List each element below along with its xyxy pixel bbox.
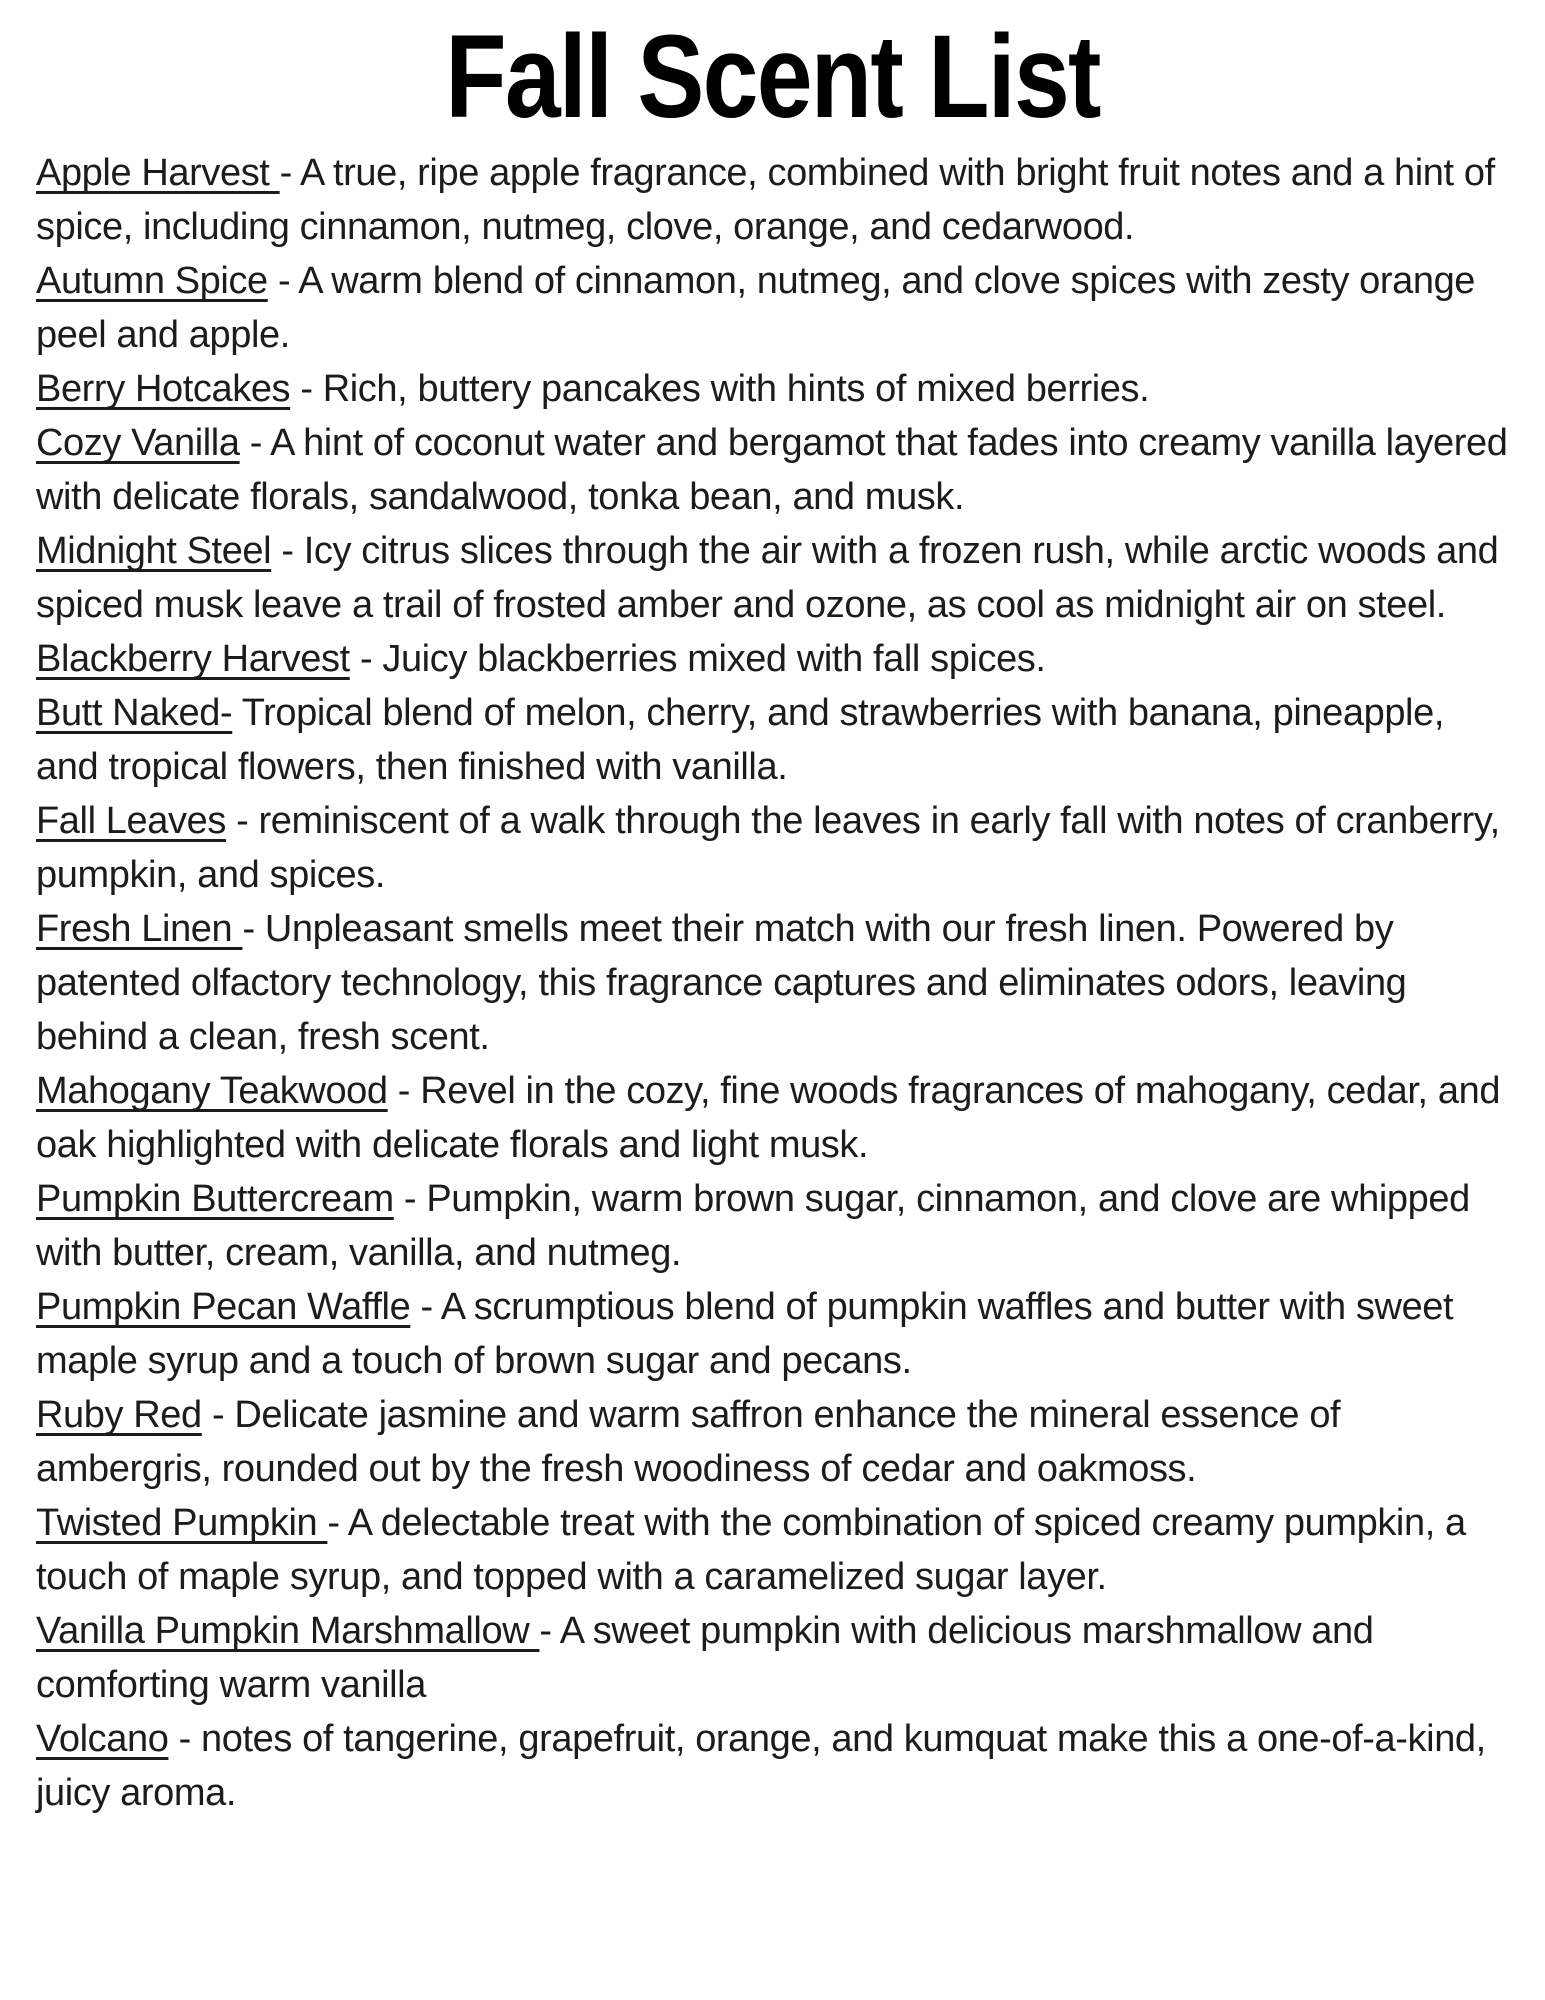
scent-entry: [36, 794, 1509, 902]
scent-entry: [36, 902, 1509, 1064]
scent-name: Butt Naked-: [36, 692, 233, 734]
scent-description: - A delectable treat with the combination of spiced creamy pumpkin, a touch of maple syrup, and topped with a caramelized sugar layer.: [36, 1502, 1466, 1598]
scent-name: Fall Leaves: [36, 800, 226, 842]
page-title: Fall Scent List: [445, 11, 1100, 143]
scent-description: - Rich, buttery pancakes with hints of mixed berries.: [290, 368, 1150, 410]
scent-entry: [36, 686, 1509, 794]
scent-name: Vanilla Pumpkin Marshmallow: [36, 1610, 540, 1652]
scent-name: Ruby Red: [36, 1394, 202, 1436]
scent-entry: [36, 254, 1509, 362]
scent-description: - Delicate jasmine and warm saffron enhance the mineral essence of ambergris, rounded out by the fresh woodiness of cedar and oakmoss.: [36, 1394, 1341, 1490]
scent-name: Cozy Vanilla: [36, 422, 240, 464]
scent-entry: [36, 1712, 1509, 1820]
scent-list: [36, 146, 1509, 1820]
scent-name: Fresh Linen: [36, 908, 243, 950]
scent-name: Twisted Pumpkin: [36, 1502, 328, 1544]
scent-name: Blackberry Harvest: [36, 638, 350, 680]
scent-description: - Icy citrus slices through the air with a frozen rush, while arctic woods and spiced musk leave a trail of frosted amber and ozone, as cool as midnight air on steel.: [36, 530, 1499, 626]
scent-entry: [36, 1172, 1509, 1280]
scent-description: - A true, ripe apple fragrance, combined with bright fruit notes and a hint of spice, including cinnamon, nutmeg, clove, orange, and cedarwood.: [36, 152, 1495, 248]
scent-entry: [36, 524, 1509, 632]
scent-description: - Juicy blackberries mixed with fall spices.: [349, 638, 1046, 680]
scent-entry: [36, 1496, 1509, 1604]
scent-name: Berry Hotcakes: [36, 368, 291, 410]
scent-entry: [36, 1604, 1509, 1712]
scent-description: Tropical blend of melon, cherry, and strawberries with banana, pineapple, and tropical flowers, then finished with vanilla.: [36, 692, 1444, 788]
scent-description: - notes of tangerine, grapefruit, orange, and kumquat make this a one-of-a-kind, juicy aroma.: [36, 1718, 1486, 1814]
scent-description: - Revel in the cozy, fine woods fragrances of mahogany, cedar, and oak highlighted with delicate florals and light musk.: [36, 1070, 1501, 1166]
scent-entry: [36, 362, 1509, 416]
scent-entry: [36, 146, 1509, 254]
scent-name: Mahogany Teakwood: [36, 1070, 388, 1112]
scent-name: Autumn Spice: [36, 260, 268, 302]
scent-description: - A sweet pumpkin with delicious marshmallow and comforting warm vanilla: [36, 1610, 1374, 1706]
scent-entry: [36, 632, 1509, 686]
scent-description: - A hint of coconut water and bergamot that fades into creamy vanilla layered with delicate florals, sandalwood, tonka bean, and musk.: [36, 422, 1508, 518]
scent-entry: [36, 416, 1509, 524]
scent-description: - Pumpkin, warm brown sugar, cinnamon, and clove are whipped with butter, cream, vanilla, and nutmeg.: [36, 1178, 1470, 1274]
scent-name: Pumpkin Buttercream: [36, 1178, 394, 1220]
scent-entry: [36, 1064, 1509, 1172]
scent-name: Apple Harvest: [36, 152, 280, 194]
scent-description: - Unpleasant smells meet their match with our fresh linen. Powered by patented olfactory technology, this fragrance captures and eliminates odors, leaving behind a clean, fresh scent.: [36, 908, 1407, 1058]
scent-entry: [36, 1280, 1509, 1388]
scent-description: - reminiscent of a walk through the leaves in early fall with notes of cranberry, pumpkin, and spices.: [36, 800, 1500, 896]
scent-name: Midnight Steel: [36, 530, 272, 572]
scent-description: - A warm blend of cinnamon, nutmeg, and clove spices with zesty orange peel and apple.: [36, 260, 1476, 356]
scent-name: Pumpkin Pecan Waffle: [36, 1286, 411, 1328]
scent-description: - A scrumptious blend of pumpkin waffles and butter with sweet maple syrup and a touch of brown sugar and pecans.: [36, 1286, 1454, 1382]
scent-name: Volcano: [36, 1718, 169, 1760]
scent-entry: [36, 1388, 1509, 1496]
